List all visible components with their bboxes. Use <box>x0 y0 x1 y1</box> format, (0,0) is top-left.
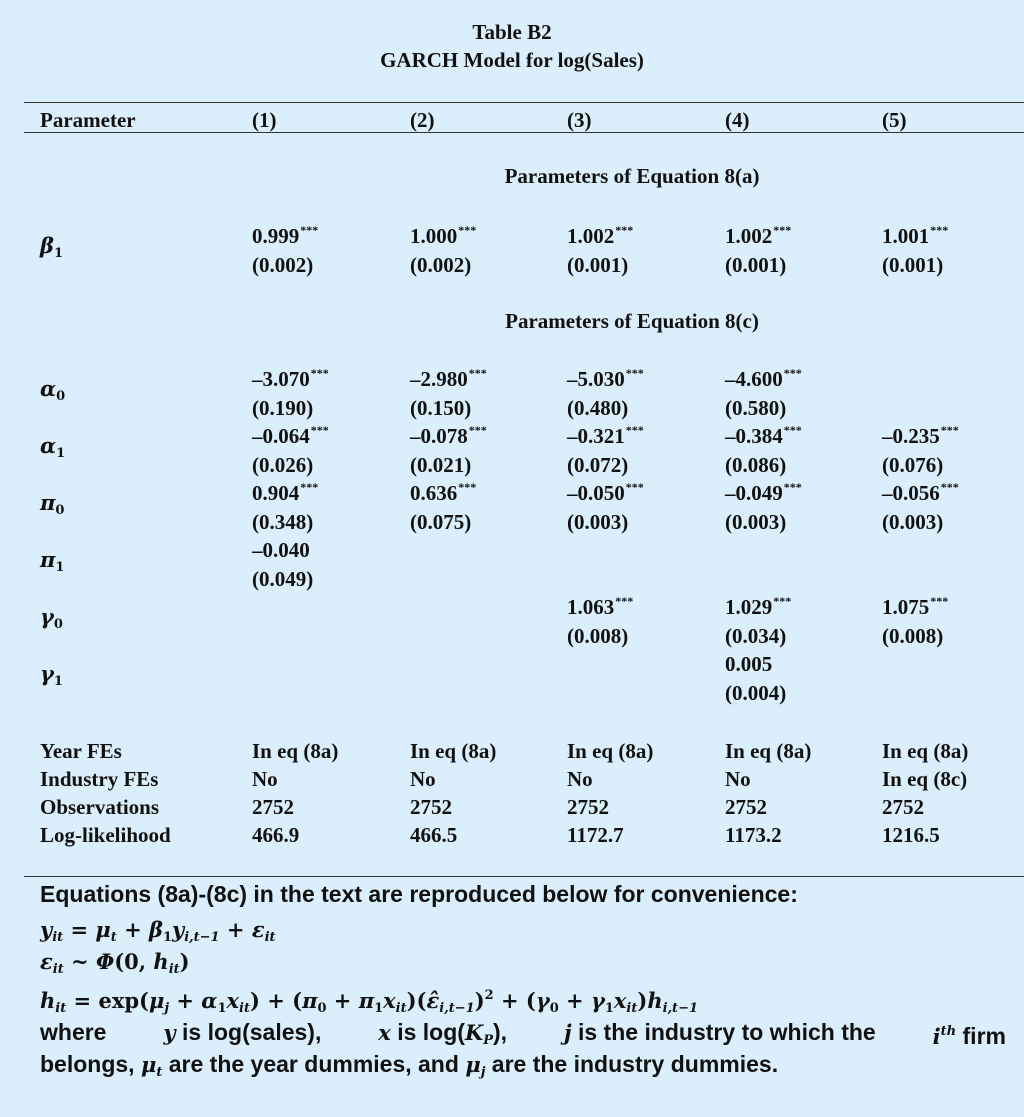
significance-stars: *** <box>773 594 792 608</box>
summary-label: Year FEs <box>40 739 122 763</box>
notes-belongs-line: belongs, $\mu_t$ are the year dummies, and $\mu_j$ are the industry dummies. <box>40 1051 779 1080</box>
section-heading-8c: Parameters of Equation 8(c) <box>505 309 759 333</box>
std-error-pi0-col4: (0.003) <box>725 510 787 534</box>
summary-value-col3: No <box>567 767 593 791</box>
notes-intro: Equations (8a)-(8c) in the text are reproduced below for convenience: <box>40 881 798 907</box>
std-error-alpha0-col1: (0.190) <box>252 396 314 420</box>
significance-stars: *** <box>930 594 949 608</box>
estimate-beta1-col5: 1.001*** <box>882 223 949 248</box>
estimate-pi0-col1: 0.904*** <box>252 480 319 505</box>
summary-value-col4: 2752 <box>725 795 767 819</box>
estimate-alpha1-col2: –0.078*** <box>410 423 487 448</box>
significance-stars: *** <box>468 366 487 380</box>
estimate-gamma1-col4: 0.005 <box>725 652 773 676</box>
significance-stars: *** <box>300 223 319 237</box>
significance-stars: *** <box>310 423 329 437</box>
estimate-alpha0-col1: –3.070*** <box>252 366 329 391</box>
std-error-pi0-col2: (0.075) <box>410 510 472 534</box>
estimate-alpha1-col5: –0.235*** <box>882 423 959 448</box>
estimate-pi0-col5: –0.056*** <box>882 480 959 505</box>
summary-value-col3: In eq (8a) <box>567 739 654 763</box>
estimate-alpha1-col1: –0.064*** <box>252 423 329 448</box>
std-error-alpha1-col5: (0.076) <box>882 453 944 477</box>
summary-value-col1: In eq (8a) <box>252 739 339 763</box>
estimate-pi1-col1: –0.040 <box>252 538 310 562</box>
significance-stars: *** <box>615 223 634 237</box>
estimate-gamma0-col4: 1.029*** <box>725 594 792 619</box>
estimate-alpha0-col2: –2.980*** <box>410 366 487 391</box>
summary-value-col3: 2752 <box>567 795 609 819</box>
summary-label: Log-likelihood <box>40 823 171 847</box>
header-col-2: (2) <box>410 108 435 132</box>
summary-label: Observations <box>40 795 160 819</box>
estimate-alpha0-col3: –5.030*** <box>567 366 644 391</box>
header-col-5: (5) <box>882 108 907 132</box>
std-error-pi0-col3: (0.003) <box>567 510 629 534</box>
summary-value-col5: 2752 <box>882 795 924 819</box>
std-error-pi1-col1: (0.049) <box>252 567 314 591</box>
std-error-gamma0-col5: (0.008) <box>882 624 944 648</box>
std-error-beta1-col3: (0.001) <box>567 253 629 277</box>
summary-value-col2: 2752 <box>410 795 452 819</box>
significance-stars: *** <box>300 480 319 494</box>
std-error-beta1-col4: (0.001) <box>725 253 787 277</box>
significance-stars: *** <box>783 366 802 380</box>
std-error-beta1-col1: (0.002) <box>252 253 314 277</box>
estimate-beta1-col3: 1.002*** <box>567 223 634 248</box>
std-error-alpha0-col4: (0.580) <box>725 396 787 420</box>
equation-8a: $y_{it} = \mu_t + \beta_1y_{i,t-1} + \varepsilon_{it}$ <box>40 917 276 945</box>
std-error-alpha1-col2: (0.021) <box>410 453 472 477</box>
std-error-gamma1-col4: (0.004) <box>725 681 787 705</box>
significance-stars: *** <box>625 423 644 437</box>
param-label-gamma1: $\gamma_1$ <box>40 661 63 689</box>
header-col-1: (1) <box>252 108 277 132</box>
std-error-gamma0-col3: (0.008) <box>567 624 629 648</box>
estimate-alpha1-col4: –0.384*** <box>725 423 802 448</box>
param-label-gamma0: $\gamma_0$ <box>40 604 63 632</box>
table-subtitle: GARCH Model for log(Sales) <box>380 48 644 72</box>
summary-value-col5: In eq (8a) <box>882 739 969 763</box>
significance-stars: *** <box>625 480 644 494</box>
estimate-gamma0-col3: 1.063*** <box>567 594 634 619</box>
summary-value-col4: No <box>725 767 751 791</box>
std-error-beta1-col5: (0.001) <box>882 253 944 277</box>
summary-value-col1: 2752 <box>252 795 294 819</box>
significance-stars: *** <box>940 480 959 494</box>
summary-value-col2: In eq (8a) <box>410 739 497 763</box>
summary-value-col1: 466.9 <box>252 823 300 847</box>
summary-value-col1: No <box>252 767 278 791</box>
significance-stars: *** <box>468 423 487 437</box>
summary-label: Industry FEs <box>40 767 159 791</box>
estimate-beta1-col2: 1.000*** <box>410 223 477 248</box>
summary-value-col4: In eq (8a) <box>725 739 812 763</box>
table-title: Table B2 <box>472 20 552 44</box>
estimate-beta1-col1: 0.999*** <box>252 223 319 248</box>
std-error-pi0-col5: (0.003) <box>882 510 944 534</box>
equation-8b: $\varepsilon_{it}$ ~ Φ(0, $h_{it}$) <box>40 949 190 977</box>
notes-where-line: where y is log(sales), x is $\log(K_P)$, j is the industry to which the $i^{th}$ firm <box>40 1019 1006 1049</box>
summary-value-col2: No <box>410 767 436 791</box>
std-error-alpha1-col1: (0.026) <box>252 453 314 477</box>
estimate-beta1-col4: 1.002*** <box>725 223 792 248</box>
estimate-pi0-col2: 0.636*** <box>410 480 477 505</box>
header-top-rule <box>24 102 1024 103</box>
header-col-3: (3) <box>567 108 592 132</box>
param-label-beta1: $\beta_1$ <box>40 233 63 261</box>
estimate-gamma0-col5: 1.075*** <box>882 594 949 619</box>
significance-stars: *** <box>783 423 802 437</box>
std-error-alpha1-col4: (0.086) <box>725 453 787 477</box>
significance-stars: *** <box>458 223 477 237</box>
header-col-4: (4) <box>725 108 750 132</box>
std-error-beta1-col2: (0.002) <box>410 253 472 277</box>
equation-8c: $h_{it} = \exp(\mu_j + \alpha_1x_{it}) + (\pi_0$ + $\pi_1x_{it})(\varepsilon̂_{i,t-1})^2 + (\gamma_0 + \gamma_1x_{it})h_{i,t-1}$ <box>40 988 699 1016</box>
std-error-alpha0-col3: (0.480) <box>567 396 629 420</box>
significance-stars: *** <box>310 366 329 380</box>
significance-stars: *** <box>783 480 802 494</box>
estimate-pi0-col4: –0.049*** <box>725 480 802 505</box>
header-parameter: Parameter <box>40 108 136 132</box>
estimate-alpha0-col4: –4.600*** <box>725 366 802 391</box>
estimate-pi0-col3: –0.050*** <box>567 480 644 505</box>
std-error-gamma0-col4: (0.034) <box>725 624 787 648</box>
param-label-pi0: $\pi_0$ <box>40 490 65 518</box>
significance-stars: *** <box>615 594 634 608</box>
summary-value-col3: 1172.7 <box>567 823 624 847</box>
std-error-alpha0-col2: (0.150) <box>410 396 472 420</box>
estimate-alpha1-col3: –0.321*** <box>567 423 644 448</box>
summary-value-col5: 1216.5 <box>882 823 940 847</box>
header-bottom-rule <box>24 132 1024 133</box>
std-error-pi0-col1: (0.348) <box>252 510 314 534</box>
significance-stars: *** <box>940 423 959 437</box>
param-label-alpha0: $\alpha_0$ <box>40 376 66 404</box>
std-error-alpha1-col3: (0.072) <box>567 453 629 477</box>
significance-stars: *** <box>625 366 644 380</box>
significance-stars: *** <box>930 223 949 237</box>
param-label-alpha1: $\alpha_1$ <box>40 433 66 461</box>
notes-rule <box>24 876 1024 877</box>
section-heading-8a: Parameters of Equation 8(a) <box>504 164 760 188</box>
significance-stars: *** <box>773 223 792 237</box>
param-label-pi1: $\pi_1$ <box>40 547 65 575</box>
significance-stars: *** <box>458 480 477 494</box>
summary-value-col2: 466.5 <box>410 823 458 847</box>
summary-value-col4: 1173.2 <box>725 823 782 847</box>
summary-value-col5: In eq (8c) <box>882 767 968 791</box>
